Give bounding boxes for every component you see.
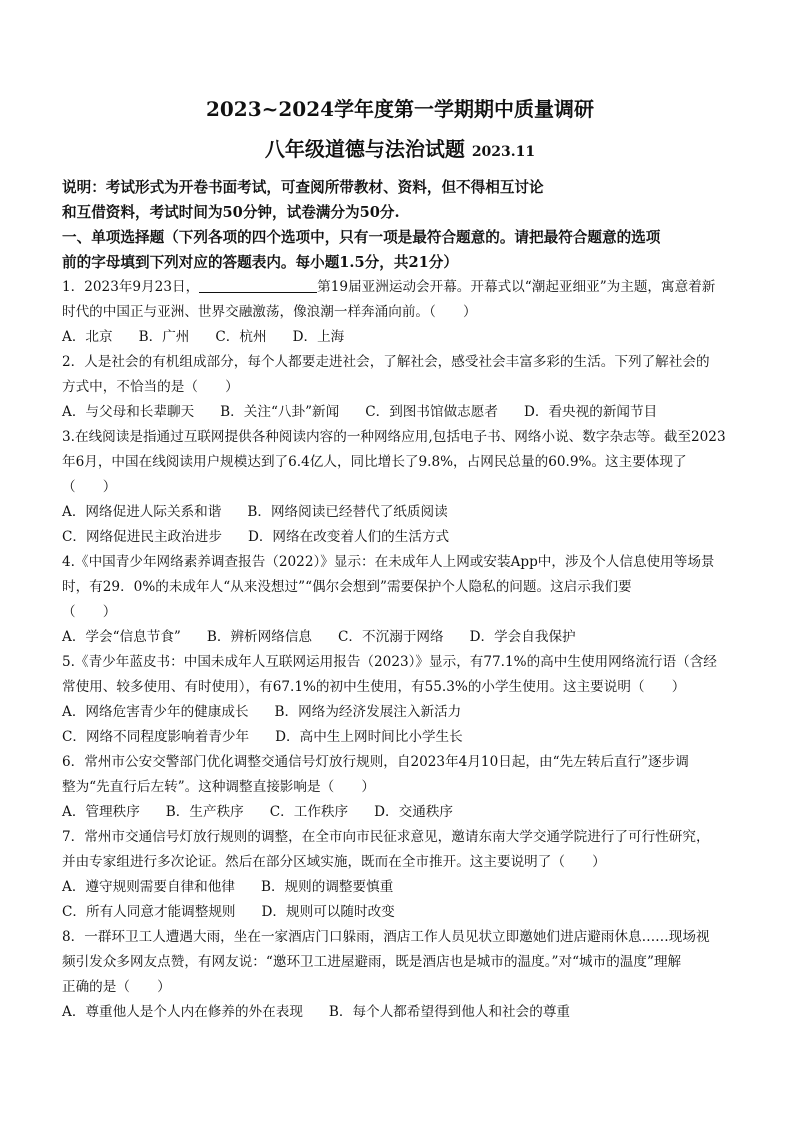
answer-option: D．上海 — [292, 329, 345, 345]
answer-blank — [199, 278, 317, 293]
option-row — [62, 725, 738, 750]
instructions-line-1: 说明：考试形式为开卷书面考试，可查阅所带教材、资料，但不得相互讨论 — [62, 179, 544, 196]
question-stem-line: 8．一群环卫工人遭遇大雨，坐在一家酒店门口躲雨，酒店工作人员见状立即邀她们进店避雨休息……现场视 — [62, 929, 710, 945]
question-stem-line: （ ） — [62, 604, 117, 620]
question-stem-line: 方式中，不恰当的是（ ） — [62, 379, 239, 395]
instructions-line-2: 和互借资料，考试时间为50分钟，试卷满分为50分. — [62, 204, 400, 221]
answer-option: C．工作秩序 — [269, 804, 349, 820]
question-stem-line: 4.《中国青少年网络素养调查报告（2022）》显示：在未成年人上网或安装App中，涉及个人信息使用等场景 — [62, 554, 715, 570]
answer-option: A．网络危害青少年的健康成长 — [62, 704, 249, 720]
answer-option: D．高中生上网时间比小学生长 — [275, 729, 463, 745]
question-stem-line: 7．常州市交通信号灯放行规则的调整，在全市向市民征求意见，邀请东南大学交通学院进行了可行性研究， — [62, 829, 710, 845]
answer-option: A．网络促进人际关系和谐 — [62, 504, 222, 520]
question-6 — [62, 750, 738, 825]
answer-option: B．关注“八卦”新闻 — [220, 404, 340, 420]
question-7 — [62, 825, 738, 925]
option-row — [62, 800, 738, 825]
answer-option: D．交通秩序 — [374, 804, 454, 820]
question-4 — [62, 550, 738, 650]
question-5 — [62, 650, 738, 750]
question-stem-line: 年6月，中国在线阅读用户规模达到了6.4亿人，同比增长了9.8%，占网民总量的60.9%。这主要体现了 — [62, 454, 687, 470]
answer-option: C．所有人同意才能调整规则 — [62, 904, 236, 920]
question-stem-line: 时，有29．0%的未成年人“从来没想过”“偶尔会想到”需要保护个人隐私的问题。这启示我们要 — [62, 579, 632, 595]
stem-text: 1．2023年9月23日， — [62, 279, 200, 295]
option-row — [62, 1000, 738, 1025]
answer-option: D．网络在改变着人们的生活方式 — [247, 529, 450, 545]
question-stem-line: 正确的是（ ） — [62, 979, 171, 995]
answer-option: A．学会“信息节食” — [62, 629, 181, 645]
question-stem-line: 3.在线阅读是指通过互联网提供各种阅读内容的一种网络应用,包括电子书、网络小说、数字杂志等。截至2023 — [62, 429, 726, 445]
question-stem-line: 整为“先直行后左转”。这种调整直接影响是（ ） — [62, 779, 375, 795]
exam-page — [62, 96, 738, 1025]
option-row — [62, 500, 738, 525]
answer-option: D．看央视的新闻节目 — [523, 404, 658, 420]
question-stem-line: 2．人是社会的有机组成部分，每个人都要走进社会，了解社会，感受社会丰富多彩的生活。下列了解社会的 — [62, 354, 710, 370]
option-row — [62, 525, 738, 550]
question-stem-line: （ ） — [62, 479, 117, 495]
answer-option: B．规则的调整要慎重 — [260, 879, 394, 895]
answer-option: A．尊重他人是个人内在修养的外在表现 — [62, 1004, 303, 1020]
question-stem-line: 常使用、较多使用、有时使用），有67.1%的初中生使用，有55.3%的小学生使用。这主要说明（ ） — [62, 679, 686, 695]
option-row — [62, 625, 738, 650]
section-heading-line-2: 前的字母填到下列对应的答题表内。每小题1.5分，共21分） — [62, 254, 458, 271]
answer-option: C．网络促进民主政治进步 — [62, 529, 222, 545]
question-stem-line: 6．常州市公安交警部门优化调整交通信号灯放行规则，自2023年4月10日起，由“先左转后直行”逐步调 — [62, 754, 689, 770]
question-stem-line — [62, 275, 738, 300]
option-row — [62, 900, 738, 925]
answer-option: B．生产秩序 — [165, 804, 244, 820]
exam-subtitle — [62, 136, 738, 165]
answer-option: D．学会自我保护 — [469, 629, 576, 645]
subtitle-text: 八年级道德与法治试题 — [264, 137, 465, 161]
option-row — [62, 400, 738, 425]
answer-option: B．网络阅读已经替代了纸质阅读 — [247, 504, 448, 520]
question-stem-line: 频引发众多网友点赞，有网友说：“邀环卫工进屋避雨，既是酒店也是城市的温度。”对“城市的温度”理解 — [62, 954, 682, 970]
answer-option: B．广州 — [138, 329, 190, 345]
question-list — [62, 275, 738, 1025]
answer-option: C．到图书馆做志愿者 — [365, 404, 498, 420]
answer-option: A．北京 — [62, 329, 113, 345]
answer-option: B．网络为经济发展注入新活力 — [274, 704, 462, 720]
exam-title: 2023~2024学年度第一学期期中质量调研 — [205, 97, 595, 121]
question-8 — [62, 925, 738, 1025]
answer-option: B．每个人都希望得到他人和社会的尊重 — [328, 1004, 571, 1020]
option-row — [62, 700, 738, 725]
question-2 — [62, 350, 738, 425]
answer-option: C．不沉溺于网络 — [338, 629, 444, 645]
answer-option: C．网络不同程度影响着青少年 — [62, 729, 250, 745]
answer-option: A．管理秩序 — [62, 804, 140, 820]
stem-text: 第19届亚洲运动会开幕。开幕式以“潮起亚细亚”为主题，寓意着新 — [317, 279, 716, 295]
question-stem-line: 5.《青少年蓝皮书：中国未成年人互联网运用报告（2023）》显示，有77.1%的高中生使用网络流行语（含经 — [62, 654, 717, 670]
option-row — [62, 875, 738, 900]
question-1 — [62, 275, 738, 350]
answer-option: D．规则可以随时改变 — [261, 904, 395, 920]
answer-option: B．辨析网络信息 — [206, 629, 313, 645]
question-stem-line: 时代的中国正与亚洲、世界交融激荡，像浪潮一样奔涌向前。（ ） — [62, 304, 477, 320]
answer-option: C．杭州 — [215, 329, 267, 345]
answer-option: A．与父母和长辈聊天 — [62, 404, 195, 420]
option-row — [62, 325, 738, 350]
question-stem-line: 并由专家组进行多次论证。然后在部分区域实施，既而在全市推开。这主要说明了（ ） — [62, 854, 606, 870]
question-3 — [62, 425, 738, 550]
section-heading-line-1: 一、单项选择题（下列各项的四个选项中，只有一项是最符合题意的。请把最符合题意的选项 — [62, 229, 661, 246]
exam-date: 2023.11 — [471, 144, 536, 160]
answer-option: A．遵守规则需要自律和他律 — [62, 879, 235, 895]
